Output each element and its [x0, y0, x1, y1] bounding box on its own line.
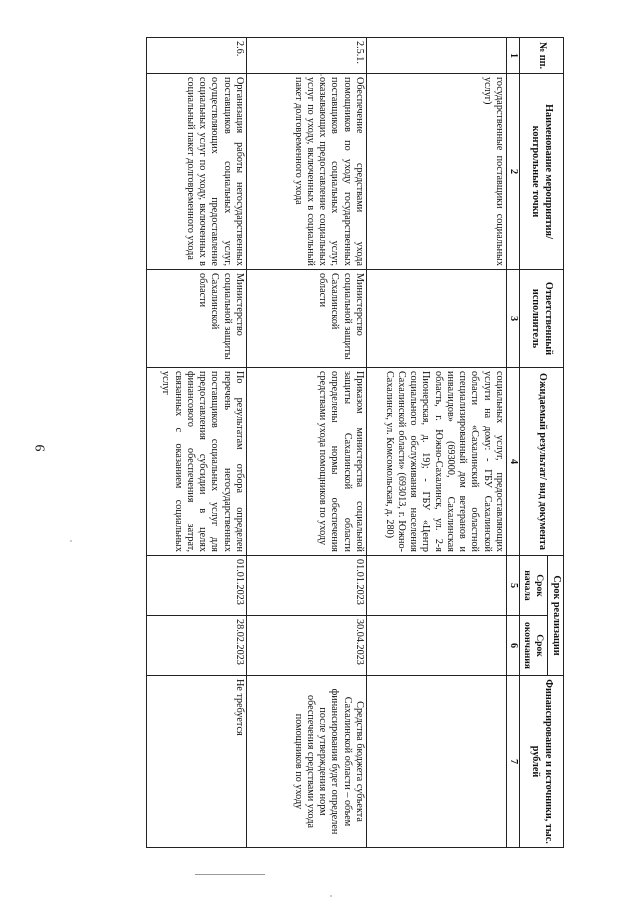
header-end: Срок окончания: [520, 616, 548, 676]
row-name: Обеспечение средствами ухода помощников по уходу государственных поставщиков социальных услуг, оказывающих предоставление социальных услуг по уходу, включенных в социальный пакет долговременного ухода: [246, 74, 366, 270]
table-row: [147, 38, 247, 848]
col-number: 5: [506, 556, 519, 616]
header-start: Срок начала: [520, 556, 548, 616]
header-funding: Финансирование и источники, тыс. рублей: [520, 676, 564, 848]
col-number: 1: [506, 38, 519, 74]
row-num: [366, 38, 506, 74]
table-row: [366, 38, 506, 848]
col-number: 3: [506, 270, 519, 368]
row-end: 30.04.2023: [246, 616, 366, 676]
page-number: 9: [33, 444, 49, 452]
row-name: Организация работы негосударственных поставщиков социальных услуг, осуществляющих предоставление социальных услуг по уходу, включенных в социальный пакет долговременного ухода: [147, 74, 247, 270]
scan-speck: [70, 540, 72, 542]
row-result: По результатам отбора определен перечень негосударственных поставщиков социальных услуг для предоставления субсидии в целях финансового обеспечения затрат, связанных с оказанием социальных услуг: [147, 368, 247, 556]
row-executor: Министерство социальной защиты Сахалинской области: [147, 270, 247, 368]
row-result: Приказом министерства социальной защиты Сахалинской области определены нормы обеспечения средствами ухода помощников по уходу: [246, 368, 366, 556]
header-period: Срок реализации: [548, 556, 564, 676]
header-name: Наименование мероприятия/ контрольные точки: [520, 74, 564, 270]
row-funding: [366, 676, 506, 848]
row-start: 01.01.2023: [147, 556, 247, 616]
row-start: [366, 556, 506, 616]
row-start: 01.01.2023: [246, 556, 366, 616]
column-number-row: [506, 38, 519, 848]
header-result: Ожидаемый результат/ вид документа: [520, 368, 564, 556]
col-number: 6: [506, 616, 519, 676]
row-end: 28.02.2023: [147, 616, 247, 676]
plan-table: [146, 37, 564, 848]
scan-speck: [320, 74, 322, 76]
scan-edge-line: [195, 874, 265, 875]
row-funding: Средства бюджета субъекта Сахалинской области – объем финансирования будет определен после утверждения норм обеспечения средствами ухода помощников по уходу: [246, 676, 366, 848]
scan-speck: [330, 895, 332, 897]
row-end: [366, 616, 506, 676]
table-row: [246, 38, 366, 848]
col-number: 7: [506, 676, 519, 848]
row-name: государственные поставщики социальных услуг): [366, 74, 506, 270]
col-number: 2: [506, 74, 519, 270]
row-funding: Не требуется: [147, 676, 247, 848]
row-result: социальных услуг, предоставляющих услуги на дому: - ГБУ Сахалинской области «Сахалинский областной специализированный дом ветеранов и инвалидов» (693000, Сахалинская область, г. Южно-Сахалинск, ул. 2-я Пионерская, д. 19); - ГБУ «Центр социального обслуживания населения Сахалинской области» (693013, г. Южно-Сахалинск, ул. Комсомольская, д. 280): [366, 368, 506, 556]
row-executor: Министерство социальной защиты Сахалинской области: [246, 270, 366, 368]
rotated-table-container: [146, 37, 564, 847]
row-num: 2.5.1.: [246, 38, 366, 74]
header-num: № пп.: [520, 38, 564, 74]
row-executor: [366, 270, 506, 368]
header-executor: Ответственный исполнитель: [520, 270, 564, 368]
row-num: 2.6.: [147, 38, 247, 74]
col-number: 4: [506, 368, 519, 556]
